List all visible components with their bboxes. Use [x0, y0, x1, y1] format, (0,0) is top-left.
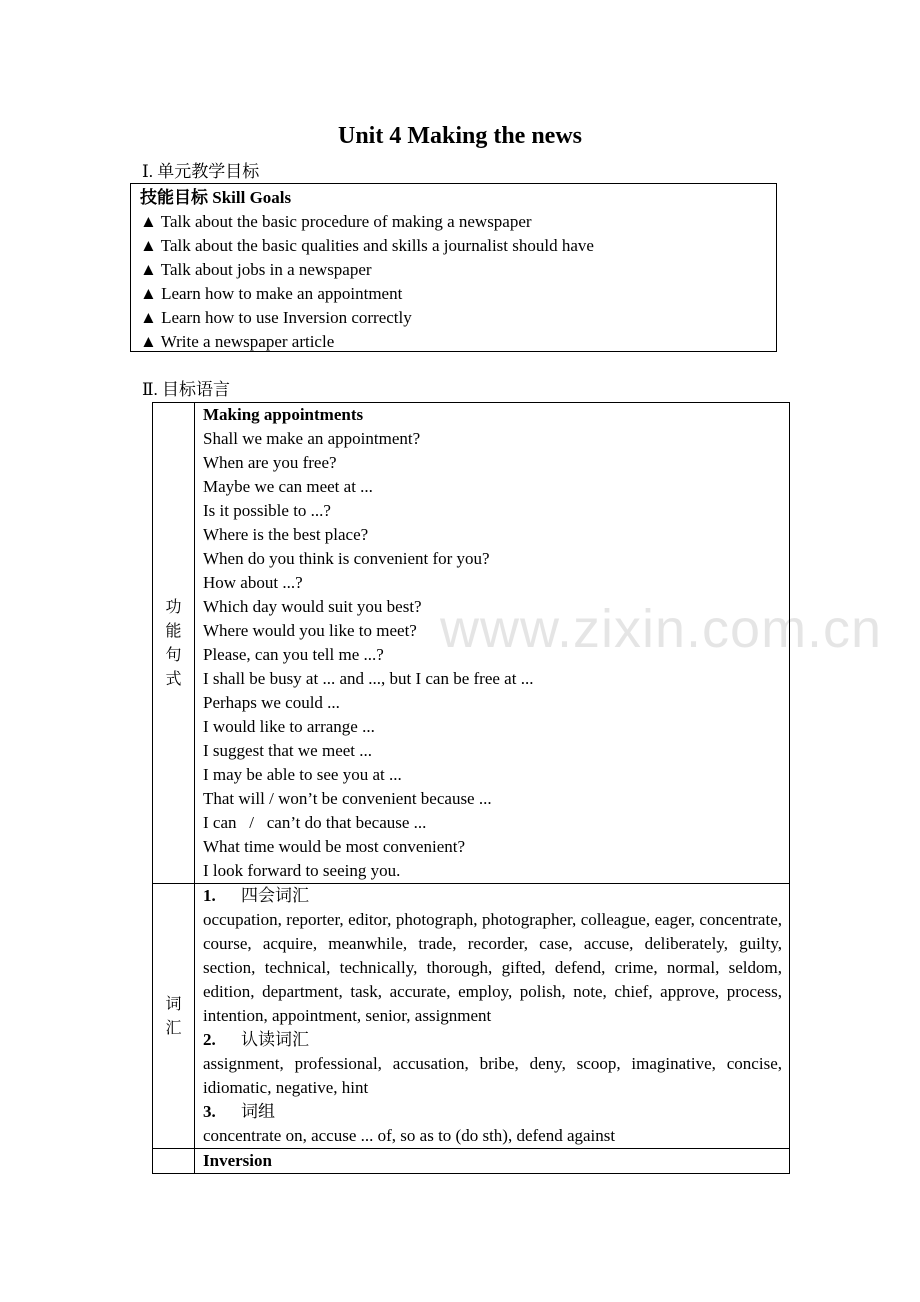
vocab-group-title: 词组: [241, 1102, 275, 1121]
function-line: I suggest that we meet ...: [203, 741, 373, 760]
function-line: Is it possible to ...?: [203, 501, 331, 520]
skill-goals-heading: 技能目标 Skill Goals: [140, 188, 292, 207]
vocab-group-title: 四会词汇: [241, 886, 309, 905]
vocab-group-text: assignment, professional, accusation, bribe, deny, scoop, imaginative, concise, idiomatic, negative, hint: [203, 1054, 782, 1097]
function-line: How about ...?: [203, 573, 303, 592]
section-heading-target-language: Ⅱ. 目标语言: [142, 380, 231, 399]
vocab-group-number: 3.: [203, 1102, 216, 1121]
functions-content-cell: [195, 403, 790, 884]
function-line: When are you free?: [203, 453, 337, 472]
skill-goal-item: ▲ Learn how to use Inversion correctly: [140, 306, 776, 330]
function-line: Where is the best place?: [203, 525, 369, 544]
grammar-label-cell: [153, 1149, 195, 1174]
skill-goal-item: ▲ Talk about the basic procedure of making a newspaper: [140, 210, 776, 234]
function-line: What time would be most convenient?: [203, 837, 466, 856]
skill-goal-item: ▲ Learn how to make an appointment: [140, 282, 776, 306]
function-line: When do you think is convenient for you?: [203, 549, 490, 568]
function-line: I shall be busy at ... and ..., but I can be free at ...: [203, 669, 534, 688]
function-line: Shall we make an appointment?: [203, 429, 421, 448]
page-title: Unit 4 Making the news: [337, 123, 583, 149]
vocab-group-text: concentrate on, accuse ... of, so as to (do sth), defend against: [203, 1126, 616, 1145]
vocabulary-content-cell: [195, 884, 790, 1149]
function-line: Please, can you tell me ...?: [203, 645, 384, 664]
skill-goal-item: ▲ Write a newspaper article: [140, 330, 776, 354]
skill-goal-item: ▲ Talk about the basic qualities and skills a journalist should have: [140, 234, 776, 258]
grammar-heading: Inversion: [203, 1151, 272, 1170]
function-line: That will / won’t be convenient because ...: [203, 789, 492, 808]
skill-goals-box: [130, 183, 777, 352]
vocab-group-number: 2.: [203, 1030, 216, 1049]
functions-label-cell: [153, 403, 195, 884]
vocab-group-text: occupation, reporter, editor, photograph, photographer, colleague, eager, concentrate, course, acquire, meanwhile, trade, recorder, case, accuse, deliberately, guilty, section, technical, technically, thorough, gifted, defend, crime, normal, seldom, edition, department, task, accurate, employ, polish, note, chief, approve, process, intention, appointment, senior, assignment: [203, 910, 782, 1025]
vocab-group-heading: [203, 1028, 782, 1052]
function-line: Which day would suit you best?: [203, 597, 422, 616]
table-row-vocabulary: [153, 884, 790, 1149]
label-char: 能: [165, 621, 182, 640]
table-row-functions: [153, 403, 790, 884]
function-line: I can / can’t do that because ...: [203, 813, 427, 832]
vocab-group-heading: [203, 884, 782, 908]
function-line: Maybe we can meet at ...: [203, 477, 373, 496]
label-char: 功: [165, 597, 182, 616]
skill-goal-item: ▲ Talk about jobs in a newspaper: [140, 258, 776, 282]
target-language-table: [152, 402, 790, 1174]
function-line: Where would you like to meet?: [203, 621, 417, 640]
vocab-group-number: 1.: [203, 886, 216, 905]
function-line: I look forward to seeing you.: [203, 861, 401, 880]
vocabulary-label-cell: [153, 884, 195, 1149]
function-line: I would like to arrange ...: [203, 717, 375, 736]
watermark: www.zixin.com.cn: [440, 599, 883, 659]
label-char: 汇: [165, 1018, 182, 1037]
vocab-group-title: 认读词汇: [241, 1030, 309, 1049]
function-line: Perhaps we could ...: [203, 693, 340, 712]
vocab-group-heading: [203, 1100, 782, 1124]
section-heading-unit-goals: Ⅰ. 单元教学目标: [142, 162, 260, 181]
label-char: 句: [165, 645, 182, 664]
label-char: 式: [165, 669, 182, 688]
table-row-grammar: [153, 1149, 790, 1174]
functions-heading: Making appointments: [203, 405, 364, 424]
grammar-content-cell: [195, 1149, 790, 1174]
function-line: I may be able to see you at ...: [203, 765, 402, 784]
label-char: 词: [165, 994, 182, 1013]
